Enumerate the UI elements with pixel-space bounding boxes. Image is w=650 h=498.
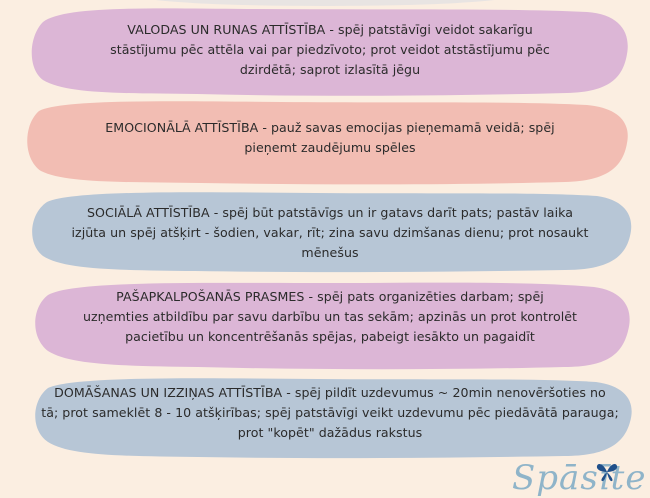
development-item-4 — [50, 287, 610, 347]
item-4-line-2: uzņemties atbildību par savu darbību un tas sekām; apzinās un prot kontrolēt — [82, 309, 578, 324]
item-3-line-1: SOCIĀLĀ ATTĪSTĪBA - spēj būt patstāvīgs un ir gatavs darīt pats; pastāv laika — [86, 205, 574, 220]
development-item-1 — [60, 20, 600, 80]
item-1-line-2: stāstījumu pēc attēla vai par piedzīvoto; prot veidot atstāstījumu pēc — [110, 42, 550, 57]
item-4-line-1: PAŠAPKALPOŠANĀS PRASMES - spēj pats organizēties darbam; spēj — [116, 289, 544, 304]
item-4-line-3: pacietību un koncentrēšanās spējas, pabeigt iesākto un pagaidīt — [125, 329, 535, 344]
item-5-line-3: prot "kopēt" dažādus rakstus — [237, 425, 423, 440]
development-item-3 — [45, 203, 615, 263]
logo-text: Spāsīte — [512, 458, 647, 498]
butterfly-icon — [596, 462, 618, 485]
item-1-line-1: VALODAS UN RUNAS ATTĪSTĪBA - spēj patstāvīgi veidot sakarīgu — [127, 22, 533, 37]
item-1-line-3: dzirdētā; saprot izlasītā jēgu — [239, 62, 421, 77]
development-item-2 — [60, 118, 600, 158]
item-5-line-2: tā; prot sameklēt 8 - 10 atšķirības; spēj patstāvīgi veikt uzdevumu pēc piedāvātā parauga; — [41, 405, 619, 420]
item-2-line-2: pieņemt zaudējumu spēles — [244, 140, 416, 155]
item-3-line-3: mēnešus — [301, 245, 359, 260]
development-item-5 — [35, 383, 625, 443]
item-5-line-1: DOMĀŠANAS UN IZZIŅAS ATTĪSTĪBA - spēj pildīt uzdevumus ~ 20min nenovēršoties no — [54, 385, 606, 400]
logo — [492, 456, 647, 498]
item-3-line-2: izjūta un spēj atšķirt - šodien, vakar, rīt; zina savu dzimšanas dienu; prot nosaukt — [71, 225, 589, 240]
item-2-line-1: EMOCIONĀLĀ ATTĪSTĪBA - pauž savas emocijas pieņemamā veidā; spēj — [105, 120, 555, 135]
